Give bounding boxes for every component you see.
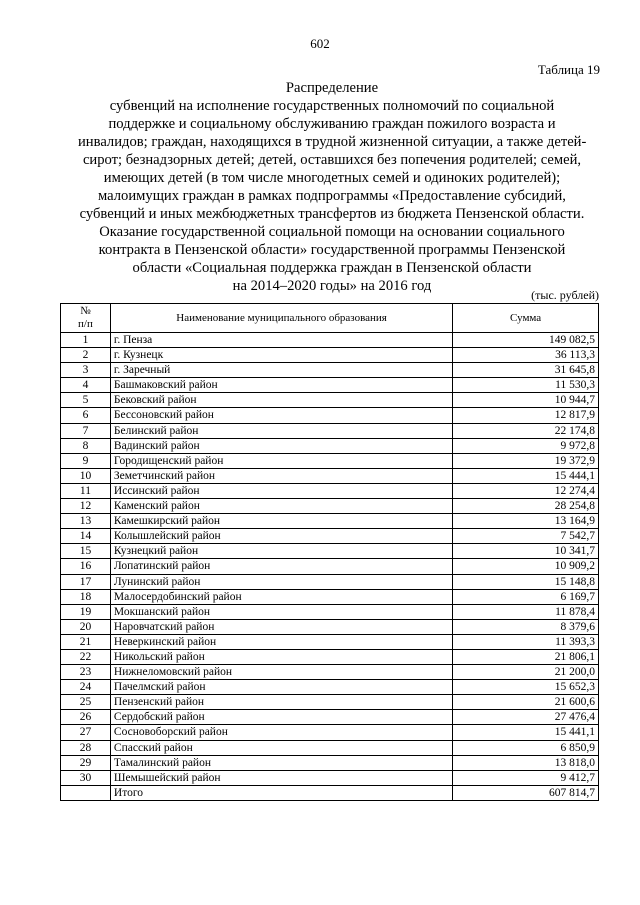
municipality-name: Городищенский район [110, 453, 452, 468]
row-sum: 7 542,7 [453, 529, 599, 544]
municipality-name: Наровчатский район [110, 619, 452, 634]
row-sum: 31 645,8 [453, 363, 599, 378]
table-row [61, 710, 599, 725]
municipality-name: Вадинский район [110, 438, 452, 453]
row-sum: 8 379,6 [453, 619, 599, 634]
table-row [61, 363, 599, 378]
municipality-name: Каменский район [110, 499, 452, 514]
row-number: 12 [61, 499, 111, 514]
row-sum: 15 652,3 [453, 680, 599, 695]
municipality-name: г. Кузнецк [110, 348, 452, 363]
table-row [61, 770, 599, 785]
municipality-name: Пачелмский район [110, 680, 452, 695]
municipality-name: Сердобский район [110, 710, 452, 725]
row-number: 15 [61, 544, 111, 559]
municipality-name: Лунинский район [110, 574, 452, 589]
municipality-name: Сосновоборский район [110, 725, 452, 740]
municipality-name: Мокшанский район [110, 604, 452, 619]
units-label: (тыс. рублей) [531, 288, 599, 302]
row-number: 7 [61, 423, 111, 438]
row-number: 11 [61, 483, 111, 498]
municipality-name: Тамалинский район [110, 755, 452, 770]
table-row [61, 574, 599, 589]
table-label: Таблица 19 [537, 62, 600, 77]
table-row [61, 468, 599, 483]
row-number: 13 [61, 514, 111, 529]
heading-line: Оказание государственной социальной помощи на основании социального [99, 224, 565, 240]
row-sum: 22 174,8 [453, 423, 599, 438]
table-row [61, 755, 599, 770]
municipality-name: Бессоновский район [110, 408, 452, 423]
municipality-name: Спасский район [110, 740, 452, 755]
table-row [61, 665, 599, 680]
heading-line: субвенций на исполнение государственных полномочий по социальной [109, 98, 555, 114]
total-label: Итого [110, 785, 452, 800]
row-number: 23 [61, 665, 111, 680]
row-number: 18 [61, 589, 111, 604]
row-sum: 36 113,3 [453, 348, 599, 363]
row-sum: 11 530,3 [453, 378, 599, 393]
table-row [61, 604, 599, 619]
table-header-row [61, 304, 599, 333]
table-row [61, 634, 599, 649]
row-number: 17 [61, 574, 111, 589]
row-sum: 11 878,4 [453, 604, 599, 619]
table-row [61, 514, 599, 529]
row-sum: 27 476,4 [453, 710, 599, 725]
row-sum: 6 850,9 [453, 740, 599, 755]
heading-line: контракта в Пензенской области» государственной программы Пензенской [98, 242, 566, 258]
document-heading [78, 79, 586, 295]
row-sum: 9 412,7 [453, 770, 599, 785]
municipality-name: г. Пенза [110, 333, 452, 348]
row-sum: 12 817,9 [453, 408, 599, 423]
header-name: Наименование муниципального образования [110, 304, 452, 333]
municipality-name: Кузнецкий район [110, 544, 452, 559]
table-row [61, 348, 599, 363]
heading-line: Распределение [285, 80, 379, 96]
municipality-name: Земетчинский район [110, 468, 452, 483]
row-sum: 149 082,5 [453, 333, 599, 348]
table-row [61, 589, 599, 604]
table-row [61, 483, 599, 498]
table-row [61, 378, 599, 393]
row-sum: 9 972,8 [453, 438, 599, 453]
total-empty-cell [61, 785, 111, 800]
heading-line: имеющих детей (в том числе многодетных семей и одиноких родителей); [103, 170, 561, 186]
table-row [61, 423, 599, 438]
row-sum: 13 818,0 [453, 755, 599, 770]
row-sum: 21 806,1 [453, 649, 599, 664]
row-number: 5 [61, 393, 111, 408]
row-number: 29 [61, 755, 111, 770]
table-row [61, 544, 599, 559]
municipality-name: Пензенский район [110, 695, 452, 710]
row-number: 4 [61, 378, 111, 393]
row-number: 26 [61, 710, 111, 725]
row-number: 8 [61, 438, 111, 453]
table-row [61, 393, 599, 408]
row-number: 2 [61, 348, 111, 363]
municipality-name: Неверкинский район [110, 634, 452, 649]
row-sum: 12 274,4 [453, 483, 599, 498]
row-sum: 6 169,7 [453, 589, 599, 604]
row-number: 20 [61, 619, 111, 634]
row-number: 9 [61, 453, 111, 468]
row-sum: 10 944,7 [453, 393, 599, 408]
row-sum: 28 254,8 [453, 499, 599, 514]
row-number: 19 [61, 604, 111, 619]
row-number: 27 [61, 725, 111, 740]
municipality-name: Башмаковский район [110, 378, 452, 393]
municipality-name: Шемышейский район [110, 770, 452, 785]
table-row [61, 649, 599, 664]
row-number: 1 [61, 333, 111, 348]
total-row [61, 785, 599, 800]
municipality-name: Малосердобинский район [110, 589, 452, 604]
heading-line: поддержке и социальному обслуживанию граждан пожилого возраста и [108, 116, 556, 132]
table-row [61, 559, 599, 574]
row-sum: 21 600,6 [453, 695, 599, 710]
row-number: 16 [61, 559, 111, 574]
row-number: 6 [61, 408, 111, 423]
heading-line: субвенций и иных межбюджетных трансфертов из бюджета Пензенской области. [79, 206, 585, 222]
row-sum: 15 444,1 [453, 468, 599, 483]
table-row [61, 740, 599, 755]
row-sum: 13 164,9 [453, 514, 599, 529]
row-number: 22 [61, 649, 111, 664]
row-number: 24 [61, 680, 111, 695]
municipality-name: Камешкирский район [110, 514, 452, 529]
table-row [61, 453, 599, 468]
municipality-name: Иссинский район [110, 483, 452, 498]
row-number: 25 [61, 695, 111, 710]
row-number: 14 [61, 529, 111, 544]
municipality-name: г. Заречный [110, 363, 452, 378]
municipality-name: Никольский район [110, 649, 452, 664]
total-sum: 607 814,7 [453, 785, 599, 800]
row-sum: 15 441,1 [453, 725, 599, 740]
municipality-name: Лопатинский район [110, 559, 452, 574]
table-row [61, 438, 599, 453]
row-sum: 10 909,2 [453, 559, 599, 574]
heading-line: малоимущих граждан в рамках подпрограммы «Предоставление субсидий, [98, 188, 566, 204]
table-row [61, 529, 599, 544]
table-row [61, 499, 599, 514]
row-number: 3 [61, 363, 111, 378]
table-row [61, 695, 599, 710]
table-row [61, 680, 599, 695]
distribution-table [60, 303, 599, 801]
municipality-name: Бековский район [110, 393, 452, 408]
header-num: № п/п [61, 304, 111, 333]
table-body [61, 333, 599, 801]
row-number: 28 [61, 740, 111, 755]
row-number: 10 [61, 468, 111, 483]
municipality-name: Нижнеломовский район [110, 665, 452, 680]
heading-line: сирот; безнадзорных детей; детей, оставшихся без попечения родителей; семей, [82, 152, 582, 168]
row-sum: 10 341,7 [453, 544, 599, 559]
table-row [61, 725, 599, 740]
table-row [61, 408, 599, 423]
row-sum: 15 148,8 [453, 574, 599, 589]
header-sum: Сумма [453, 304, 599, 333]
heading-line: на 2014–2020 годы» на 2016 год [232, 278, 432, 294]
row-number: 30 [61, 770, 111, 785]
row-sum: 11 393,3 [453, 634, 599, 649]
table-row [61, 333, 599, 348]
row-number: 21 [61, 634, 111, 649]
table-row [61, 619, 599, 634]
municipality-name: Белинский район [110, 423, 452, 438]
heading-line: инвалидов; граждан, находящихся в трудной жизненной ситуации, а также детей- [78, 134, 587, 150]
page-number: 602 [310, 36, 330, 51]
row-sum: 19 372,9 [453, 453, 599, 468]
row-sum: 21 200,0 [453, 665, 599, 680]
heading-line: области «Социальная поддержка граждан в Пензенской области [132, 260, 532, 276]
municipality-name: Колышлейский район [110, 529, 452, 544]
